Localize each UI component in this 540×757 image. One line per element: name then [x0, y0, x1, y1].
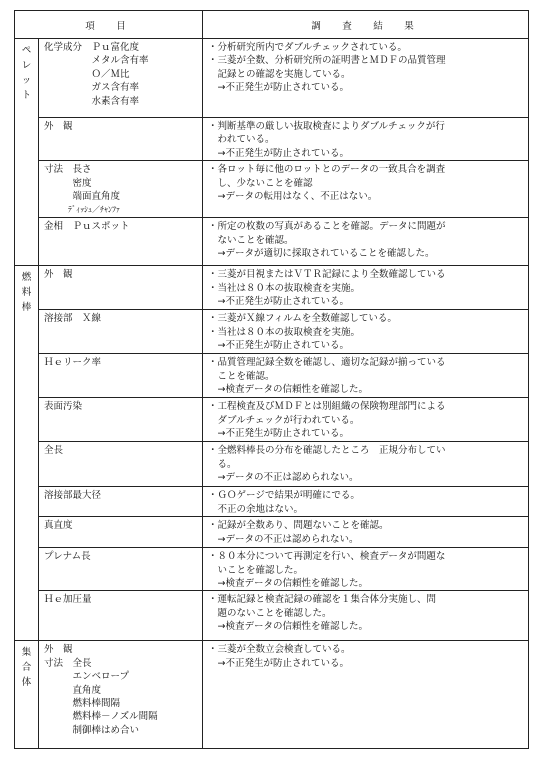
item-line: 真直度	[44, 520, 73, 532]
category-char: ト	[21, 90, 32, 101]
result-line: →不正発生が防止されている。	[208, 657, 349, 669]
table-row	[15, 398, 529, 442]
item-rod-appearance	[39, 266, 203, 310]
result-line: われている。	[208, 134, 275, 146]
item-line: エンベロープ	[44, 671, 130, 683]
item-plenum-length	[39, 548, 203, 591]
category-char: 棒	[21, 302, 32, 314]
result-he-pressurization	[203, 591, 529, 641]
item-overall-length	[39, 442, 203, 487]
column-header-item: 項 目	[15, 11, 203, 39]
result-line: →不正発生が防止されている。	[208, 82, 349, 94]
item-line: 外 観	[44, 121, 73, 132]
result-line: ・８０本分について再測定を行い、検査データが問題な	[208, 551, 446, 563]
item-line: 密度	[44, 177, 92, 189]
result-line: →不正発生が防止されている。	[208, 339, 349, 351]
result-line: 不正の余地はない。	[208, 503, 304, 515]
item-line: 溶接部 Ｘ線	[44, 313, 102, 325]
result-line: ・三菱が全数立会検査している。	[208, 644, 351, 656]
category-char: 燃	[21, 272, 32, 284]
result-line: →不正発生が防止されている。	[208, 295, 349, 307]
result-straightness	[203, 517, 529, 548]
item-surface-contamination	[39, 398, 203, 442]
item-line: 寸法 長さ	[44, 164, 92, 176]
result-line: ないことを確認。	[208, 234, 294, 246]
item-line: 燃料棒間隔	[44, 697, 121, 709]
result-line: ・工程検査及びＭＤＦとは別組織の保険物理部門による	[208, 401, 446, 413]
table-row	[15, 442, 529, 487]
table-row	[15, 517, 529, 548]
table-row	[15, 218, 529, 266]
item-straightness	[39, 517, 203, 548]
table-row	[15, 354, 529, 398]
category-assembly	[15, 641, 39, 749]
result-rod-appearance	[203, 266, 529, 310]
item-line: ガス含有率	[44, 82, 140, 94]
category-pellet	[15, 39, 39, 266]
item-line: 外 観	[44, 269, 73, 281]
item-pellet-dimensions	[39, 161, 203, 218]
item-line: 制御棒はめ合い	[44, 724, 140, 736]
result-line: ・ＧＯゲージで結果が明確にでる。	[208, 490, 360, 502]
item-line: 金相 Ｐｕスポット	[44, 221, 130, 233]
table-row	[15, 591, 529, 641]
result-line: →検査データの信頼性を確認した。	[208, 383, 368, 395]
category-char: ッ	[21, 75, 32, 86]
inspection-results-sheet	[14, 10, 528, 747]
result-line: ・運転記録と検査記録の確認を１集合体分実施し、問	[208, 594, 437, 606]
item-he-pressurization	[39, 591, 203, 641]
result-line: ・所定の枚数の写真があることを確認。データに問題が	[208, 221, 446, 233]
result-line: →検査データの信頼性を確認した。	[208, 621, 368, 633]
item-line: 外 観	[44, 644, 73, 656]
item-line: 直角度	[44, 684, 102, 696]
result-line: →データの不正は認められない。	[208, 471, 359, 483]
result-plenum-length	[203, 548, 529, 591]
result-line: ・記録が全数あり、問題ないことを確認。	[208, 520, 389, 532]
item-line: 全長	[44, 445, 64, 457]
result-line: →データの転用はなく、不正はない。	[208, 190, 378, 202]
table-row	[15, 310, 529, 354]
category-char: 体	[21, 677, 32, 689]
result-line: →データが適切に採取されていることを確認した。	[208, 247, 435, 259]
result-line: ことを確認。	[208, 370, 275, 382]
result-line: ・三菱がＸ線フィルムを全数確認している。	[208, 313, 397, 325]
result-line: →不正発生が防止されている。	[208, 427, 349, 439]
category-fuel-rod	[15, 266, 39, 641]
result-metallography	[203, 218, 529, 266]
item-line: 溶接部最大径	[44, 490, 102, 502]
category-char: 料	[21, 287, 32, 299]
table-row	[15, 548, 529, 591]
table-row	[15, 39, 529, 118]
item-pellet-appearance	[39, 118, 203, 161]
result-line: ・当社は８０本の抜取検査を実施。	[208, 282, 361, 294]
result-weld-max-diameter	[203, 487, 529, 517]
result-line: ・当社は８０本の抜取検査を実施。	[208, 326, 361, 338]
inspection-results-table	[14, 10, 529, 749]
table-row	[15, 161, 529, 218]
result-line: 題のないことを確認した。	[208, 607, 332, 619]
table-row	[15, 266, 529, 310]
result-weld-xray	[203, 310, 529, 354]
table-row	[15, 118, 529, 161]
result-line: いことを確認した。	[208, 564, 304, 576]
column-header-result: 調 査 結 果	[203, 11, 529, 39]
result-line: る。	[208, 458, 237, 470]
item-line: 端面直角度	[44, 190, 121, 202]
item-line: 表面汚染	[44, 401, 83, 413]
result-line: ・三菱が全数、分析研究所の証明書とＭＤＦの品質管理	[208, 55, 446, 67]
result-surface-contamination	[203, 398, 529, 442]
table-row	[15, 641, 529, 749]
result-line: ・分析研究所内でダブルチェックされている。	[208, 42, 407, 53]
item-line: 寸法 全長	[44, 657, 92, 669]
item-line: Ｏ／Ｍ比	[44, 68, 130, 80]
item-chemical-composition	[39, 39, 203, 118]
item-line: Ｈｅ加圧量	[44, 594, 92, 606]
item-line: 水素含有率	[44, 95, 140, 107]
item-line: プレナム長	[44, 551, 91, 563]
result-line: →不正発生が防止されている。	[208, 147, 349, 159]
result-line: ・全燃料棒長の分布を確認したところ 正規分布してい	[208, 445, 446, 457]
result-line: し、少ないことを確認	[208, 177, 313, 189]
item-assembly	[39, 641, 203, 749]
result-pellet-appearance	[203, 118, 529, 161]
result-assembly	[203, 641, 529, 749]
item-line: ﾃﾞｨｯｼｭ／ﾁｬﾝﾌｧ	[44, 205, 120, 215]
result-chemical-composition	[203, 39, 529, 118]
item-metallography	[39, 218, 203, 266]
item-weld-max-diameter	[39, 487, 203, 517]
item-line: メタル含有率	[44, 55, 149, 67]
result-pellet-dimensions	[203, 161, 529, 218]
result-line: ・各ロット毎に他のロットとのデータの一致具合を調査	[208, 164, 446, 176]
category-char: ペ	[21, 45, 32, 56]
table-header-row	[15, 11, 529, 39]
result-line: ・三菱が目視またはＶＴＲ記録により全数確認している	[208, 269, 446, 281]
result-line: ダブルチェックが行われている。	[208, 414, 360, 426]
result-line: ・品質管理記録全数を確認し、適切な記録が揃っている	[208, 357, 446, 369]
category-char: 集	[21, 647, 32, 659]
item-line: 燃料棒－ノズル間隔	[44, 711, 158, 723]
result-line: 記録との確認を実施している。	[208, 68, 351, 80]
category-char: 合	[21, 662, 32, 674]
result-line: →検査データの信頼性を確認した。	[208, 577, 368, 589]
item-he-leak-rate	[39, 354, 203, 398]
item-weld-xray	[39, 310, 203, 354]
category-char: レ	[21, 60, 32, 71]
result-he-leak-rate	[203, 354, 529, 398]
result-line: →データの不正は認められない。	[208, 533, 359, 545]
item-line: 化学成分 Ｐｕ富化度	[44, 42, 140, 53]
result-overall-length	[203, 442, 529, 487]
table-row	[15, 487, 529, 517]
item-line: Ｈｅリーク率	[44, 357, 102, 369]
result-line: ・判断基準の厳しい抜取検査によりダブルチェックが行	[208, 121, 445, 132]
